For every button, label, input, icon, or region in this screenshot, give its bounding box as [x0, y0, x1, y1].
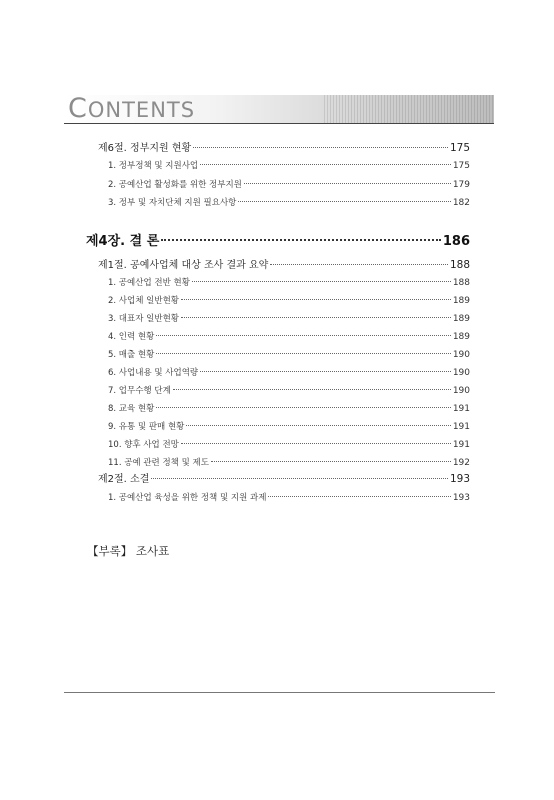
toc-entry-page: 182 [452, 197, 470, 208]
contents-header [64, 95, 494, 124]
toc-entry-page: 175 [452, 160, 470, 171]
toc-entry-page: 175 [449, 142, 470, 154]
toc-entry[interactable] [108, 455, 470, 468]
toc-leader [156, 398, 450, 408]
toc-leader [200, 155, 451, 165]
toc-entry[interactable] [108, 365, 470, 378]
toc-entry-title: 6. 사업내용 및 사업역량 [108, 367, 199, 378]
toc-leader [193, 137, 448, 148]
toc-entry-page: 186 [442, 234, 470, 249]
toc-leader [268, 487, 450, 497]
toc-leader [200, 362, 451, 372]
toc-entry-title: 3. 대표자 일반현황 [108, 313, 179, 324]
toc-entry-page: 189 [452, 295, 470, 306]
toc-entry-title: 3. 정부 및 자치단체 지원 필요사항 [108, 197, 237, 208]
toc-leader [211, 452, 451, 462]
toc-entry-title: 1. 공예산업 육성을 위한 정책 및 지원 과제 [108, 492, 267, 503]
toc-entry[interactable] [108, 311, 470, 324]
header-stripes [324, 95, 494, 123]
toc-entry[interactable] [108, 490, 470, 503]
footer-divider [64, 692, 495, 693]
toc-entry[interactable] [108, 419, 470, 432]
toc-leader [181, 308, 451, 318]
contents-title-rest: ONTENTS [87, 98, 196, 122]
contents-title [68, 95, 195, 124]
toc-chapter-entry[interactable] [86, 230, 470, 249]
toc-entry-title: 5. 매출 현황 [108, 349, 155, 360]
toc-entry[interactable] [108, 347, 470, 360]
toc-entry[interactable] [98, 470, 470, 485]
toc-entry[interactable] [108, 383, 470, 396]
toc-entry-title: 제6절. 정부지원 현황 [98, 143, 192, 154]
toc-leader [244, 174, 451, 184]
toc-entry-title: 10. 향후 사업 전망 [108, 439, 179, 450]
toc-entry-page: 179 [452, 179, 470, 190]
toc-entry[interactable] [108, 329, 470, 342]
toc-entry-page: 193 [452, 492, 470, 503]
toc-entry-page: 188 [452, 277, 470, 288]
toc-leader [186, 416, 450, 426]
toc-entry-title: 제2절. 소결 [98, 474, 150, 485]
toc-entry-page: 190 [452, 349, 470, 360]
toc-leader [238, 192, 450, 202]
toc-entry-title: 7. 업무수행 단계 [108, 385, 171, 396]
toc-entry-title: 8. 교육 현황 [108, 403, 155, 414]
toc-entry-title: 4. 인력 현황 [108, 331, 155, 342]
toc-entry-page: 189 [452, 331, 470, 342]
toc-entry[interactable] [108, 275, 470, 288]
toc-leader [156, 326, 450, 336]
toc-entry-page: 193 [449, 473, 470, 485]
toc-entry[interactable] [108, 177, 470, 190]
toc-leader [173, 380, 451, 390]
contents-title-initial: C [68, 95, 88, 124]
toc-entry-title: 제4장. 결 론 [86, 234, 160, 249]
toc-entry-page: 189 [452, 313, 470, 324]
toc-entry-title: 제1절. 공예사업체 대상 조사 결과 요약 [98, 260, 269, 271]
toc-leader [151, 468, 448, 479]
toc-leader [270, 254, 448, 265]
toc-leader [181, 434, 451, 444]
toc-entry[interactable] [108, 195, 470, 208]
toc-entry-title: 2. 사업체 일반현황 [108, 295, 179, 306]
toc-entry-page: 191 [452, 439, 470, 450]
toc-entry-page: 191 [452, 403, 470, 414]
toc-entry-page: 191 [452, 421, 470, 432]
toc-entry-title: 1. 정부정책 및 지원사업 [108, 160, 199, 171]
toc-entry-page: 188 [449, 259, 470, 271]
toc-leader [181, 290, 451, 300]
toc-entry-page: 190 [452, 367, 470, 378]
toc-entry[interactable] [108, 437, 470, 450]
toc-leader [161, 226, 441, 241]
toc-entry-title: 1. 공예산업 전반 현황 [108, 277, 190, 288]
appendix-label[interactable]: 【부록】 조사표 [87, 544, 170, 558]
toc-entry-page: 190 [452, 385, 470, 396]
toc-leader [156, 344, 450, 354]
toc-entry[interactable] [108, 158, 470, 171]
toc-entry-page: 192 [452, 457, 470, 468]
toc-entry[interactable] [108, 293, 470, 306]
toc-entry[interactable] [98, 139, 470, 154]
toc-entry-title: 9. 유통 및 판매 현황 [108, 421, 185, 432]
toc-leader [192, 272, 451, 282]
toc-entry[interactable] [108, 401, 470, 414]
toc-entry-title: 11. 공예 관련 정책 및 제도 [108, 457, 209, 468]
toc-entry[interactable] [98, 256, 470, 271]
toc-entry-title: 2. 공예산업 활성화를 위한 정부지원 [108, 179, 242, 190]
